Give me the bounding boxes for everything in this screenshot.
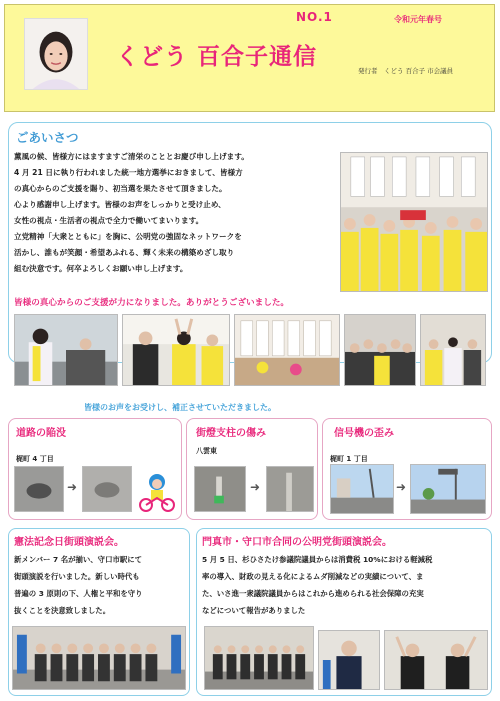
constitution-day-line: 抜くことを決意致しました。 (14, 606, 111, 615)
portrait-photo (24, 18, 88, 90)
greeting-line: の真心からのご支援を賜り、初当選を果たさせて頂きました。 (14, 184, 227, 193)
road-before-photo (14, 466, 64, 512)
greeting-line: 活かし、誰もが笑顔・希望あふれる、輝く未来の構築めざし取り (14, 248, 235, 257)
greeting-photo-supporters (420, 314, 486, 386)
joint-speech-photo-cheer (384, 630, 488, 690)
joint-speech-line: た、いさ進一衆議院議員からはこれから進められる社会保障の充実 (202, 589, 424, 598)
constitution-day-photo (12, 626, 186, 690)
card-location-streetlight: 八雲東 (196, 447, 217, 455)
arrow-right-icon: ➜ (396, 480, 407, 494)
joint-speech-line: などについて報告がありました (202, 606, 306, 615)
greeting-line: 心より感謝申し上げます。皆様のお声をしっかりと受け止め、 (14, 200, 226, 209)
card-location-signal: 梶町 1 丁目 (330, 455, 368, 463)
joint-speech-photo-group (204, 626, 314, 690)
greeting-title: ごあいさつ (16, 130, 79, 145)
greeting-thanks: 皆様の真心からのご支援が力になりました。ありがとうございました。 (14, 298, 290, 308)
bicycle-mascot-icon (138, 472, 176, 514)
greeting-line: 4 月 21 日に執り行われました統一地方選挙におきまして、皆様方 (14, 168, 243, 177)
greeting-line: 女性の視点・生活者の視点で全力で働いてまいります。 (14, 216, 204, 225)
card-location-road: 梶町 4 丁目 (16, 455, 54, 463)
signal-after-photo (410, 464, 486, 514)
road-after-photo (82, 466, 132, 512)
arrow-right-icon: ➜ (250, 480, 261, 494)
greeting-photo-crowd (344, 314, 416, 386)
issue-date: 令和元年春号 (394, 15, 442, 24)
greeting-photo-office (234, 314, 340, 386)
constitution-day-title: 憲法記念日街頭演説会。 (14, 537, 124, 548)
improvement-caption: 皆様のお声をお受けし、補正させていただきました。 (84, 403, 276, 412)
streetlight-before-photo (194, 466, 246, 512)
greeting-photo-cheer (122, 314, 230, 386)
joint-speech-photo-speaker (318, 630, 380, 690)
issue-number: NO.1 (296, 10, 333, 24)
signal-before-photo (330, 464, 394, 514)
campaign-group-photo (340, 152, 488, 292)
joint-speech-line: 率の導入、財政の見える化によるムダ削減などの実績について、ま (202, 572, 424, 581)
streetlight-after-photo (266, 466, 314, 512)
page-title: くどう 百合子通信 (116, 44, 318, 70)
constitution-day-line: 普遍の 3 原則の下、人権と平和を守り (14, 589, 143, 598)
joint-speech-line: 5 月 5 日、杉ひさたけ参議院議員からは消費税 10%における軽減税 (202, 555, 433, 564)
joint-speech-title: 門真市・守口市合同の公明党街頭演説会。 (202, 537, 392, 548)
greeting-line: 立党精神「大衆とともに」を胸に、公明党の強固なネットワークを (14, 232, 242, 241)
greeting-line: 薫風の候、皆様方にはますますご清栄のこととお慶び申し上げます。 (14, 152, 249, 161)
arrow-right-icon: ➜ (67, 480, 78, 494)
card-title-road: 道路の陥没 (16, 428, 66, 439)
greeting-photo-speech (14, 314, 118, 386)
constitution-day-line: 街頭演説を行いました。新しい時代も (14, 572, 140, 581)
constitution-day-line: 新メンバー 7 名が揃い、守口市駅にて (14, 555, 143, 564)
card-title-streetlight: 街燈支柱の傷み (196, 428, 266, 439)
card-title-signal: 信号機の歪み (334, 428, 394, 439)
publisher-line: 発行者 くどう 百合子 市会議員 (358, 67, 454, 75)
greeting-line: 組む決意です。何卒よろしくお願い申し上げます。 (14, 264, 188, 273)
